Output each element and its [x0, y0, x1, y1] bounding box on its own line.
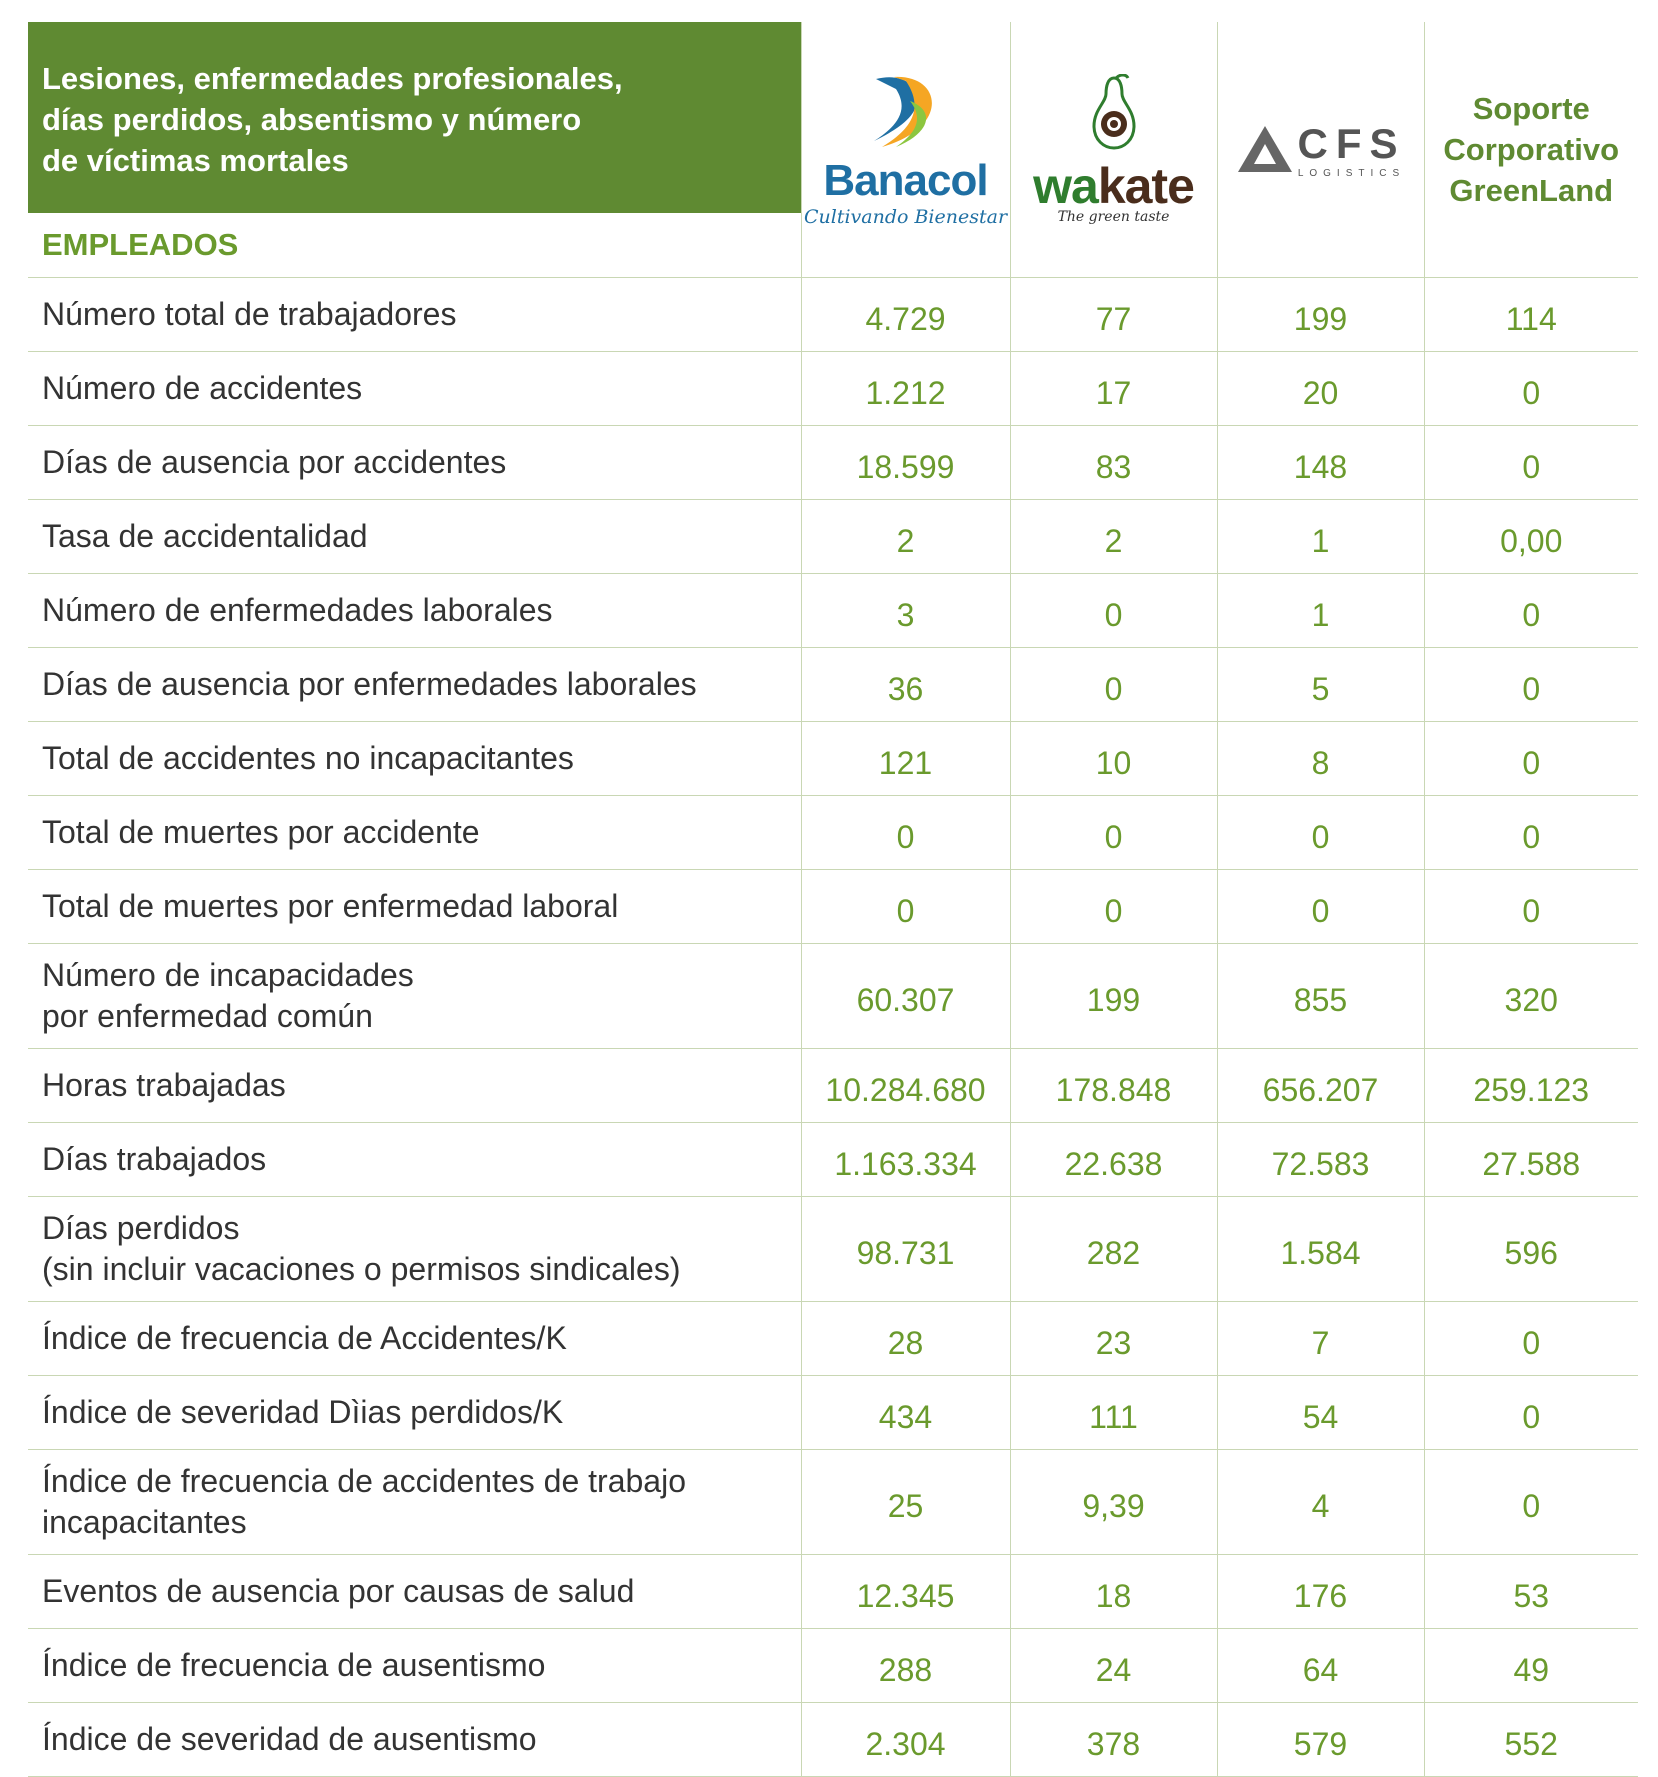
value-cell: 1 [1217, 499, 1424, 573]
value-cell: 656.207 [1217, 1048, 1424, 1122]
row-label-line: Días de ausencia por accidentes [42, 443, 507, 480]
value-cell: 434 [801, 1375, 1010, 1449]
value-cell: 0,00 [1424, 499, 1638, 573]
table-row [28, 1449, 1638, 1554]
table-row [28, 499, 1638, 573]
row-label-line: Índice de severidad de ausentismo [42, 1720, 537, 1757]
value-cell: 1.212 [801, 351, 1010, 425]
value-cell: 64 [1217, 1628, 1424, 1702]
soporte-logo-cell [1424, 22, 1638, 277]
value-cell: 4.729 [801, 277, 1010, 351]
row-label-line: (sin incluir vacaciones o permisos sindicales) [42, 1250, 681, 1287]
value-cell: 12.345 [801, 1554, 1010, 1628]
value-cell: 60.307 [801, 943, 1010, 1048]
title-line: de víctimas mortales [42, 143, 349, 178]
wakate-wordmark-part: kate [1097, 157, 1194, 214]
row-label-line: Índice de frecuencia de ausentismo [42, 1646, 546, 1683]
table-row [28, 1628, 1638, 1702]
value-cell: 2.304 [801, 1702, 1010, 1776]
value-cell: 53 [1424, 1554, 1638, 1628]
row-label-line: Índice de frecuencia de Accidentes/K [42, 1319, 567, 1356]
value-cell: 178.848 [1010, 1048, 1217, 1122]
value-cell: 9,39 [1010, 1449, 1217, 1554]
value-cell: 0 [1424, 1375, 1638, 1449]
value-cell: 1.584 [1217, 1196, 1424, 1301]
row-label-line: incapacitantes [42, 1503, 247, 1540]
value-cell: 199 [1217, 277, 1424, 351]
row-label [28, 1375, 801, 1449]
row-label [28, 1048, 801, 1122]
value-cell: 0 [1424, 351, 1638, 425]
table-title [28, 22, 801, 213]
row-label-line: por enfermedad común [42, 997, 373, 1034]
table-row [28, 1702, 1638, 1776]
title-line: días perdidos, absentismo y número [42, 102, 582, 137]
row-label [28, 573, 801, 647]
value-cell: 0 [1010, 573, 1217, 647]
banacol-wordmark: Banacol [823, 155, 988, 205]
value-cell: 0 [1010, 869, 1217, 943]
row-label [28, 647, 801, 721]
table-row [28, 647, 1638, 721]
value-cell: 77 [1010, 277, 1217, 351]
value-cell: 8 [1217, 721, 1424, 795]
row-label [28, 277, 801, 351]
banacol-swoosh-icon [866, 71, 946, 151]
value-cell: 579 [1217, 1702, 1424, 1776]
table-row [28, 1301, 1638, 1375]
table-row [28, 1048, 1638, 1122]
value-cell: 1.163.334 [801, 1122, 1010, 1196]
table-row [28, 425, 1638, 499]
table-row [28, 1122, 1638, 1196]
value-cell: 320 [1424, 943, 1638, 1048]
row-label-line: Total de muertes por accidente [42, 813, 480, 850]
row-label-line: Índice de severidad Dìias perdidos/K [42, 1393, 564, 1430]
cfs-tagline: LOGISTICS [1297, 167, 1406, 179]
table-row [28, 1196, 1638, 1301]
value-cell: 25 [801, 1449, 1010, 1554]
row-label-line: Número total de trabajadores [42, 295, 457, 332]
value-cell: 148 [1217, 425, 1424, 499]
row-label-line: Número de incapacidades [42, 956, 414, 993]
row-label-line: Días perdidos [42, 1209, 240, 1246]
row-label-line: Total de accidentes no incapacitantes [42, 739, 574, 776]
avocado-icon [1086, 74, 1142, 152]
value-cell: 0 [1424, 573, 1638, 647]
table-row [28, 351, 1638, 425]
value-cell: 10 [1010, 721, 1217, 795]
wakate-logo-cell [1010, 22, 1217, 277]
value-cell: 0 [1217, 795, 1424, 869]
table-row [28, 869, 1638, 943]
table-row [28, 277, 1638, 351]
value-cell: 28 [801, 1301, 1010, 1375]
row-label [28, 1554, 801, 1628]
value-cell: 855 [1217, 943, 1424, 1048]
value-cell: 18 [1010, 1554, 1217, 1628]
row-label [28, 721, 801, 795]
value-cell: 176 [1217, 1554, 1424, 1628]
value-cell: 0 [1424, 647, 1638, 721]
value-cell: 36 [801, 647, 1010, 721]
row-label [28, 425, 801, 499]
value-cell: 20 [1217, 351, 1424, 425]
value-cell: 596 [1424, 1196, 1638, 1301]
row-label [28, 1449, 801, 1554]
data-table-wrapper [28, 22, 1638, 1777]
value-cell: 2 [801, 499, 1010, 573]
value-cell: 2 [1010, 499, 1217, 573]
row-label [28, 943, 801, 1048]
value-cell: 259.123 [1424, 1048, 1638, 1122]
row-label-line: Días trabajados [42, 1140, 267, 1177]
value-cell: 23 [1010, 1301, 1217, 1375]
value-cell: 0 [1424, 425, 1638, 499]
wakate-wordmark-part: wa [1033, 157, 1098, 214]
soporte-line: Corporativo [1443, 131, 1620, 167]
value-cell: 1 [1217, 573, 1424, 647]
row-label [28, 1628, 801, 1702]
row-label [28, 1122, 801, 1196]
value-cell: 0 [1010, 795, 1217, 869]
row-label [28, 1702, 801, 1776]
value-cell: 288 [801, 1628, 1010, 1702]
value-cell: 83 [1010, 425, 1217, 499]
table-row [28, 1375, 1638, 1449]
row-label [28, 795, 801, 869]
table-row [28, 1554, 1638, 1628]
soporte-line: Soporte [1472, 90, 1590, 126]
table-row [28, 795, 1638, 869]
value-cell: 72.583 [1217, 1122, 1424, 1196]
row-label [28, 351, 801, 425]
row-label-line: Días de ausencia por enfermedades laborales [42, 665, 697, 702]
table-row [28, 573, 1638, 647]
value-cell: 282 [1010, 1196, 1217, 1301]
table-row [28, 721, 1638, 795]
value-cell: 552 [1424, 1702, 1638, 1776]
row-label [28, 1301, 801, 1375]
table-row [28, 943, 1638, 1048]
value-cell: 4 [1217, 1449, 1424, 1554]
row-label-line: Horas trabajadas [42, 1066, 286, 1103]
value-cell: 114 [1424, 277, 1638, 351]
value-cell: 3 [801, 573, 1010, 647]
value-cell: 0 [1424, 1449, 1638, 1554]
banacol-tagline: Cultivando Bienestar [803, 205, 1008, 228]
value-cell: 378 [1010, 1702, 1217, 1776]
row-label-line: Eventos de ausencia por causas de salud [42, 1572, 635, 1609]
row-label [28, 499, 801, 573]
value-cell: 49 [1424, 1628, 1638, 1702]
cfs-logo-cell [1217, 22, 1424, 277]
value-cell: 17 [1010, 351, 1217, 425]
value-cell: 5 [1217, 647, 1424, 721]
value-cell: 7 [1217, 1301, 1424, 1375]
value-cell: 24 [1010, 1628, 1217, 1702]
wakate-wordmark [1011, 157, 1217, 215]
row-label-line: Tasa de accidentalidad [42, 517, 368, 554]
value-cell: 121 [801, 721, 1010, 795]
wakate-tagline: The green taste [1057, 208, 1170, 225]
row-label [28, 1196, 801, 1301]
value-cell: 0 [1010, 647, 1217, 721]
value-cell: 27.588 [1424, 1122, 1638, 1196]
value-cell: 22.638 [1010, 1122, 1217, 1196]
value-cell: 0 [1424, 869, 1638, 943]
value-cell: 0 [1424, 1301, 1638, 1375]
recycle-triangle-icon [1236, 124, 1294, 174]
value-cell: 0 [1424, 721, 1638, 795]
soporte-line: GreenLand [1449, 172, 1614, 208]
banacol-logo-cell [801, 22, 1010, 277]
value-cell: 54 [1217, 1375, 1424, 1449]
value-cell: 98.731 [801, 1196, 1010, 1301]
row-label-line: Número de enfermedades laborales [42, 591, 553, 628]
row-label-line: Índice de frecuencia de accidentes de trabajo [42, 1462, 686, 1499]
cfs-wordmark: CFS [1297, 119, 1406, 167]
title-line: Lesiones, enfermedades profesionales, [42, 61, 623, 96]
row-label [28, 869, 801, 943]
value-cell: 199 [1010, 943, 1217, 1048]
value-cell: 0 [1217, 869, 1424, 943]
value-cell: 111 [1010, 1375, 1217, 1449]
injury-statistics-table [28, 22, 1638, 1777]
value-cell: 0 [1424, 795, 1638, 869]
value-cell: 18.599 [801, 425, 1010, 499]
row-label-line: Total de muertes por enfermedad laboral [42, 887, 619, 924]
value-cell: 0 [801, 869, 1010, 943]
row-label-line: Número de accidentes [42, 369, 363, 406]
value-cell: 0 [801, 795, 1010, 869]
section-heading: EMPLEADOS [28, 213, 801, 277]
value-cell: 10.284.680 [801, 1048, 1010, 1122]
